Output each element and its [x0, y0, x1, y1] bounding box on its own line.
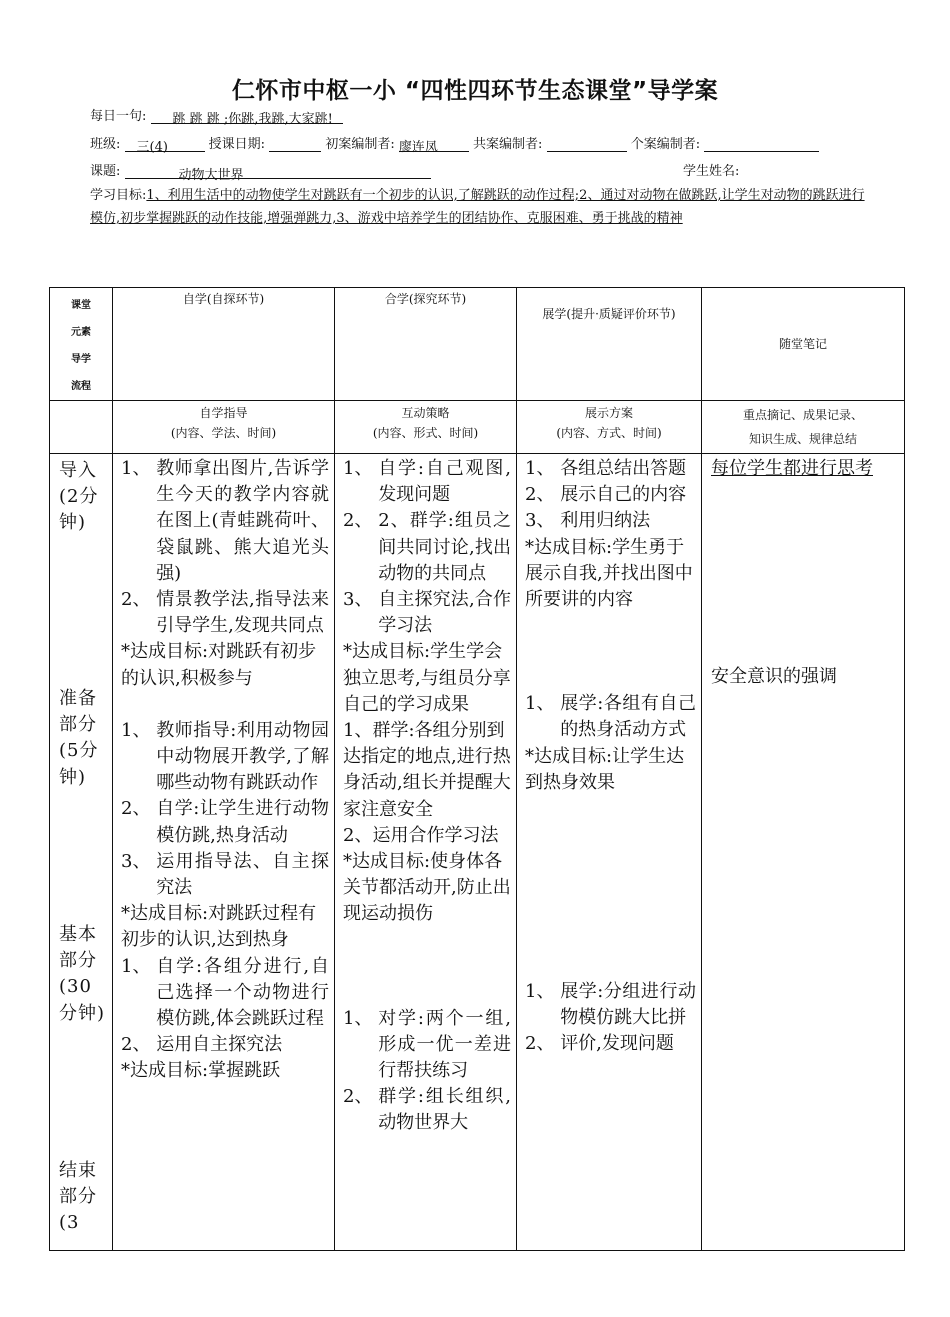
subheader-line: (内容、学法、时间)	[170, 426, 277, 440]
item-number: 2、	[121, 798, 157, 820]
item-text: 展示自己的内容	[560, 484, 687, 506]
header-process-word: 流程	[71, 381, 91, 392]
learning-objective	[90, 184, 866, 230]
lesson-plan-table	[49, 287, 905, 1251]
daily-phrase-label: 每日一句:	[90, 109, 147, 124]
author-label: 初案编制者:	[325, 137, 395, 152]
header-self-study: 自学(自探环节)	[113, 288, 335, 401]
list-item	[121, 456, 329, 587]
subheader-line: 知识生成、规律总结	[748, 432, 857, 446]
item-text: 教师拿出图片,告诉学生今天的教学内容就在图上(青蛙跳荷叶、袋鼠跳、熊大追光头强)	[156, 458, 329, 584]
note-safety: 安全意识的强调	[711, 666, 837, 687]
list-item	[343, 1084, 511, 1136]
date-label: 授课日期:	[208, 137, 266, 152]
list-item	[525, 482, 696, 508]
subheader-notes	[702, 401, 905, 454]
class-label: 班级:	[90, 137, 121, 152]
header-cooperative-study: 合学(探究环节)	[335, 288, 517, 401]
item-text: 群学:组长组织,动物世界大	[378, 1086, 511, 1134]
phase-label: 结束部分(3	[59, 1160, 97, 1234]
item-text: 利用归纳法	[560, 510, 651, 532]
item-number: 1、	[121, 719, 157, 741]
item-text: 自学:自己观图,发现问题	[378, 458, 511, 506]
phase-label: 基本部分(30分钟)	[59, 924, 106, 1024]
item-text: 1、群学:各组分别到达指定的地点,进行热身活动,组长并提醒大家注意安全	[343, 720, 511, 820]
subheader-presentation	[517, 401, 702, 454]
list-item	[121, 954, 329, 1033]
subheader-line: 展示方案	[584, 406, 633, 420]
item-text: 教师指导:利用动物园中动物展开教学,了解哪些动物有跳跃动作	[156, 719, 329, 794]
item-number: 1、	[343, 1007, 379, 1029]
item-text: *达成目标:学生学会独立思考,与组员分享自己的学习成果	[343, 641, 511, 715]
header-presentation: 展学(提升·质疑评价环节)	[517, 288, 702, 401]
date-value	[269, 136, 321, 152]
header-notes: 随堂笔记	[702, 288, 905, 401]
item-text: 自学:各组分进行,自己选择一个动物进行模仿跳,体会跳跃过程	[156, 955, 329, 1030]
item-text: 展学:分组进行动物模仿跳大比拼	[560, 981, 696, 1029]
list-item	[121, 587, 329, 639]
item-text: 2、运用合作学习法	[343, 824, 499, 846]
phase-label: 导入(2分钟)	[59, 460, 99, 534]
objective-text: 1、利用生活中的动物使学生对跳跃有一个初步的认识,了解跳跃的动作过程;2、通过对动物在做跳跃,让学生对动物的跳跃进行模仿,初步掌握跳跃的动作技能,增强弹跳力,3、游戏中培养学生的团结协作、克服困难、勇于挑战的精神	[90, 188, 865, 226]
item-number: 3、	[121, 850, 157, 872]
item-number: 1、	[525, 693, 561, 715]
list-item	[525, 691, 696, 743]
list-item	[525, 508, 696, 534]
subheader-cooperative-study	[335, 401, 517, 454]
list-item	[343, 823, 511, 849]
phase-column	[50, 454, 113, 1251]
subheader-line: 重点摘记、成果记录、	[742, 408, 863, 422]
individual-value	[704, 136, 819, 152]
subheader-line: 自学指导	[199, 406, 248, 420]
list-item	[121, 1058, 329, 1084]
list-item	[343, 718, 511, 823]
topic-value: 动物大世界	[125, 164, 431, 179]
list-item	[121, 1032, 329, 1058]
list-item	[525, 744, 696, 796]
presentation-column	[517, 454, 702, 1251]
info-row	[90, 133, 819, 155]
item-number: 2、	[343, 510, 379, 532]
list-item	[343, 456, 511, 508]
list-item	[343, 639, 511, 718]
author-value: 廖连凤	[399, 136, 469, 152]
list-item	[343, 849, 511, 928]
list-item	[343, 508, 511, 587]
list-item	[121, 718, 329, 797]
student-name-label: 学生姓名:	[683, 164, 740, 179]
list-item	[525, 1031, 696, 1057]
list-item	[343, 587, 511, 639]
subheader-line: 互动策略	[401, 406, 450, 420]
item-text: 运用指导法、自主探究法	[156, 850, 329, 899]
daily-phrase-row	[90, 105, 343, 127]
class-value: 三(4)	[125, 136, 205, 152]
subheader-self-study	[113, 401, 335, 454]
topic-row	[90, 160, 431, 183]
self-study-column	[113, 454, 335, 1251]
objective-label: 学习目标:	[90, 188, 147, 203]
page-title: 仁怀市中枢一小 “四性四环节生态课堂”导学案	[231, 78, 719, 104]
list-item	[121, 796, 329, 848]
list-item	[343, 1006, 511, 1085]
header-row	[50, 288, 905, 401]
item-number: 2、	[343, 1086, 379, 1108]
list-item	[525, 535, 696, 614]
list-item	[525, 979, 696, 1031]
coauthor-label: 共案编制者:	[473, 137, 543, 152]
item-number: 1、	[121, 955, 157, 977]
phase-label: 准备部分(5分钟)	[59, 688, 99, 788]
item-text: 情景教学法,指导法来引导学生,发现共同点	[156, 589, 329, 637]
subheader-row	[50, 401, 905, 454]
daily-phrase-value: 跳 跳 跳 ;你跳,我跳,大家跳!	[151, 108, 343, 124]
coauthor-value	[547, 136, 627, 152]
note-think: 每位学生都进行思考	[711, 458, 873, 479]
header-process-word: 课堂	[71, 300, 91, 311]
item-text: *达成目标:使身体各关节都活动开,防止出现运动损伤	[343, 851, 511, 925]
item-text: 2、群学:组员之间共同讨论,找出动物的共同点	[378, 510, 511, 584]
item-number: 2、	[121, 1034, 157, 1056]
header-process-word: 导学	[71, 354, 91, 365]
subheader-line: (内容、方式、时间)	[556, 426, 662, 440]
item-text: 评价,发现问题	[560, 1033, 674, 1055]
subheader-line: (内容、形式、时间)	[372, 426, 479, 440]
item-text: *达成目标:对跳跃有初步的认识,积极参与	[121, 641, 317, 689]
item-text: 自学:让学生进行动物模仿跳,热身活动	[156, 798, 329, 846]
cooperative-study-column	[335, 454, 517, 1251]
item-number: 1、	[525, 458, 561, 479]
item-text: 各组总结出答题	[560, 458, 687, 479]
item-text: *达成目标:让学生达到热身效果	[525, 745, 685, 793]
item-number: 2、	[525, 484, 561, 506]
item-text: 运用自主探究法	[156, 1034, 283, 1056]
item-number: 1、	[121, 458, 157, 479]
item-text: 自主探究法,合作学习法	[378, 589, 511, 637]
item-text: 展学:各组有自己的热身活动方式	[560, 693, 696, 741]
list-item	[121, 901, 329, 953]
list-item	[121, 639, 329, 691]
item-number: 2、	[121, 589, 157, 611]
item-number: 3、	[343, 589, 379, 611]
item-number: 2、	[525, 1033, 561, 1055]
header-process-cell	[50, 288, 113, 401]
item-text: *达成目标:对跳跃过程有初步的认识,达到热身	[121, 903, 317, 951]
content-row	[50, 454, 905, 1251]
item-text: 对学:两个一组,形成一优一差进行帮扶练习	[378, 1007, 511, 1082]
item-number: 1、	[343, 458, 379, 479]
header-process-word: 元素	[71, 327, 91, 338]
topic-label: 课题:	[90, 164, 121, 179]
notes-column	[702, 454, 905, 1251]
item-text: *达成目标:掌握跳跃	[121, 1060, 281, 1082]
list-item	[525, 456, 696, 482]
list-item	[121, 849, 329, 901]
item-text: *达成目标:学生勇于展示自我,并找出图中所要讲的内容	[525, 536, 693, 611]
individual-label: 个案编制者:	[630, 137, 701, 152]
item-number: 1、	[525, 981, 561, 1003]
item-number: 3、	[525, 510, 561, 532]
